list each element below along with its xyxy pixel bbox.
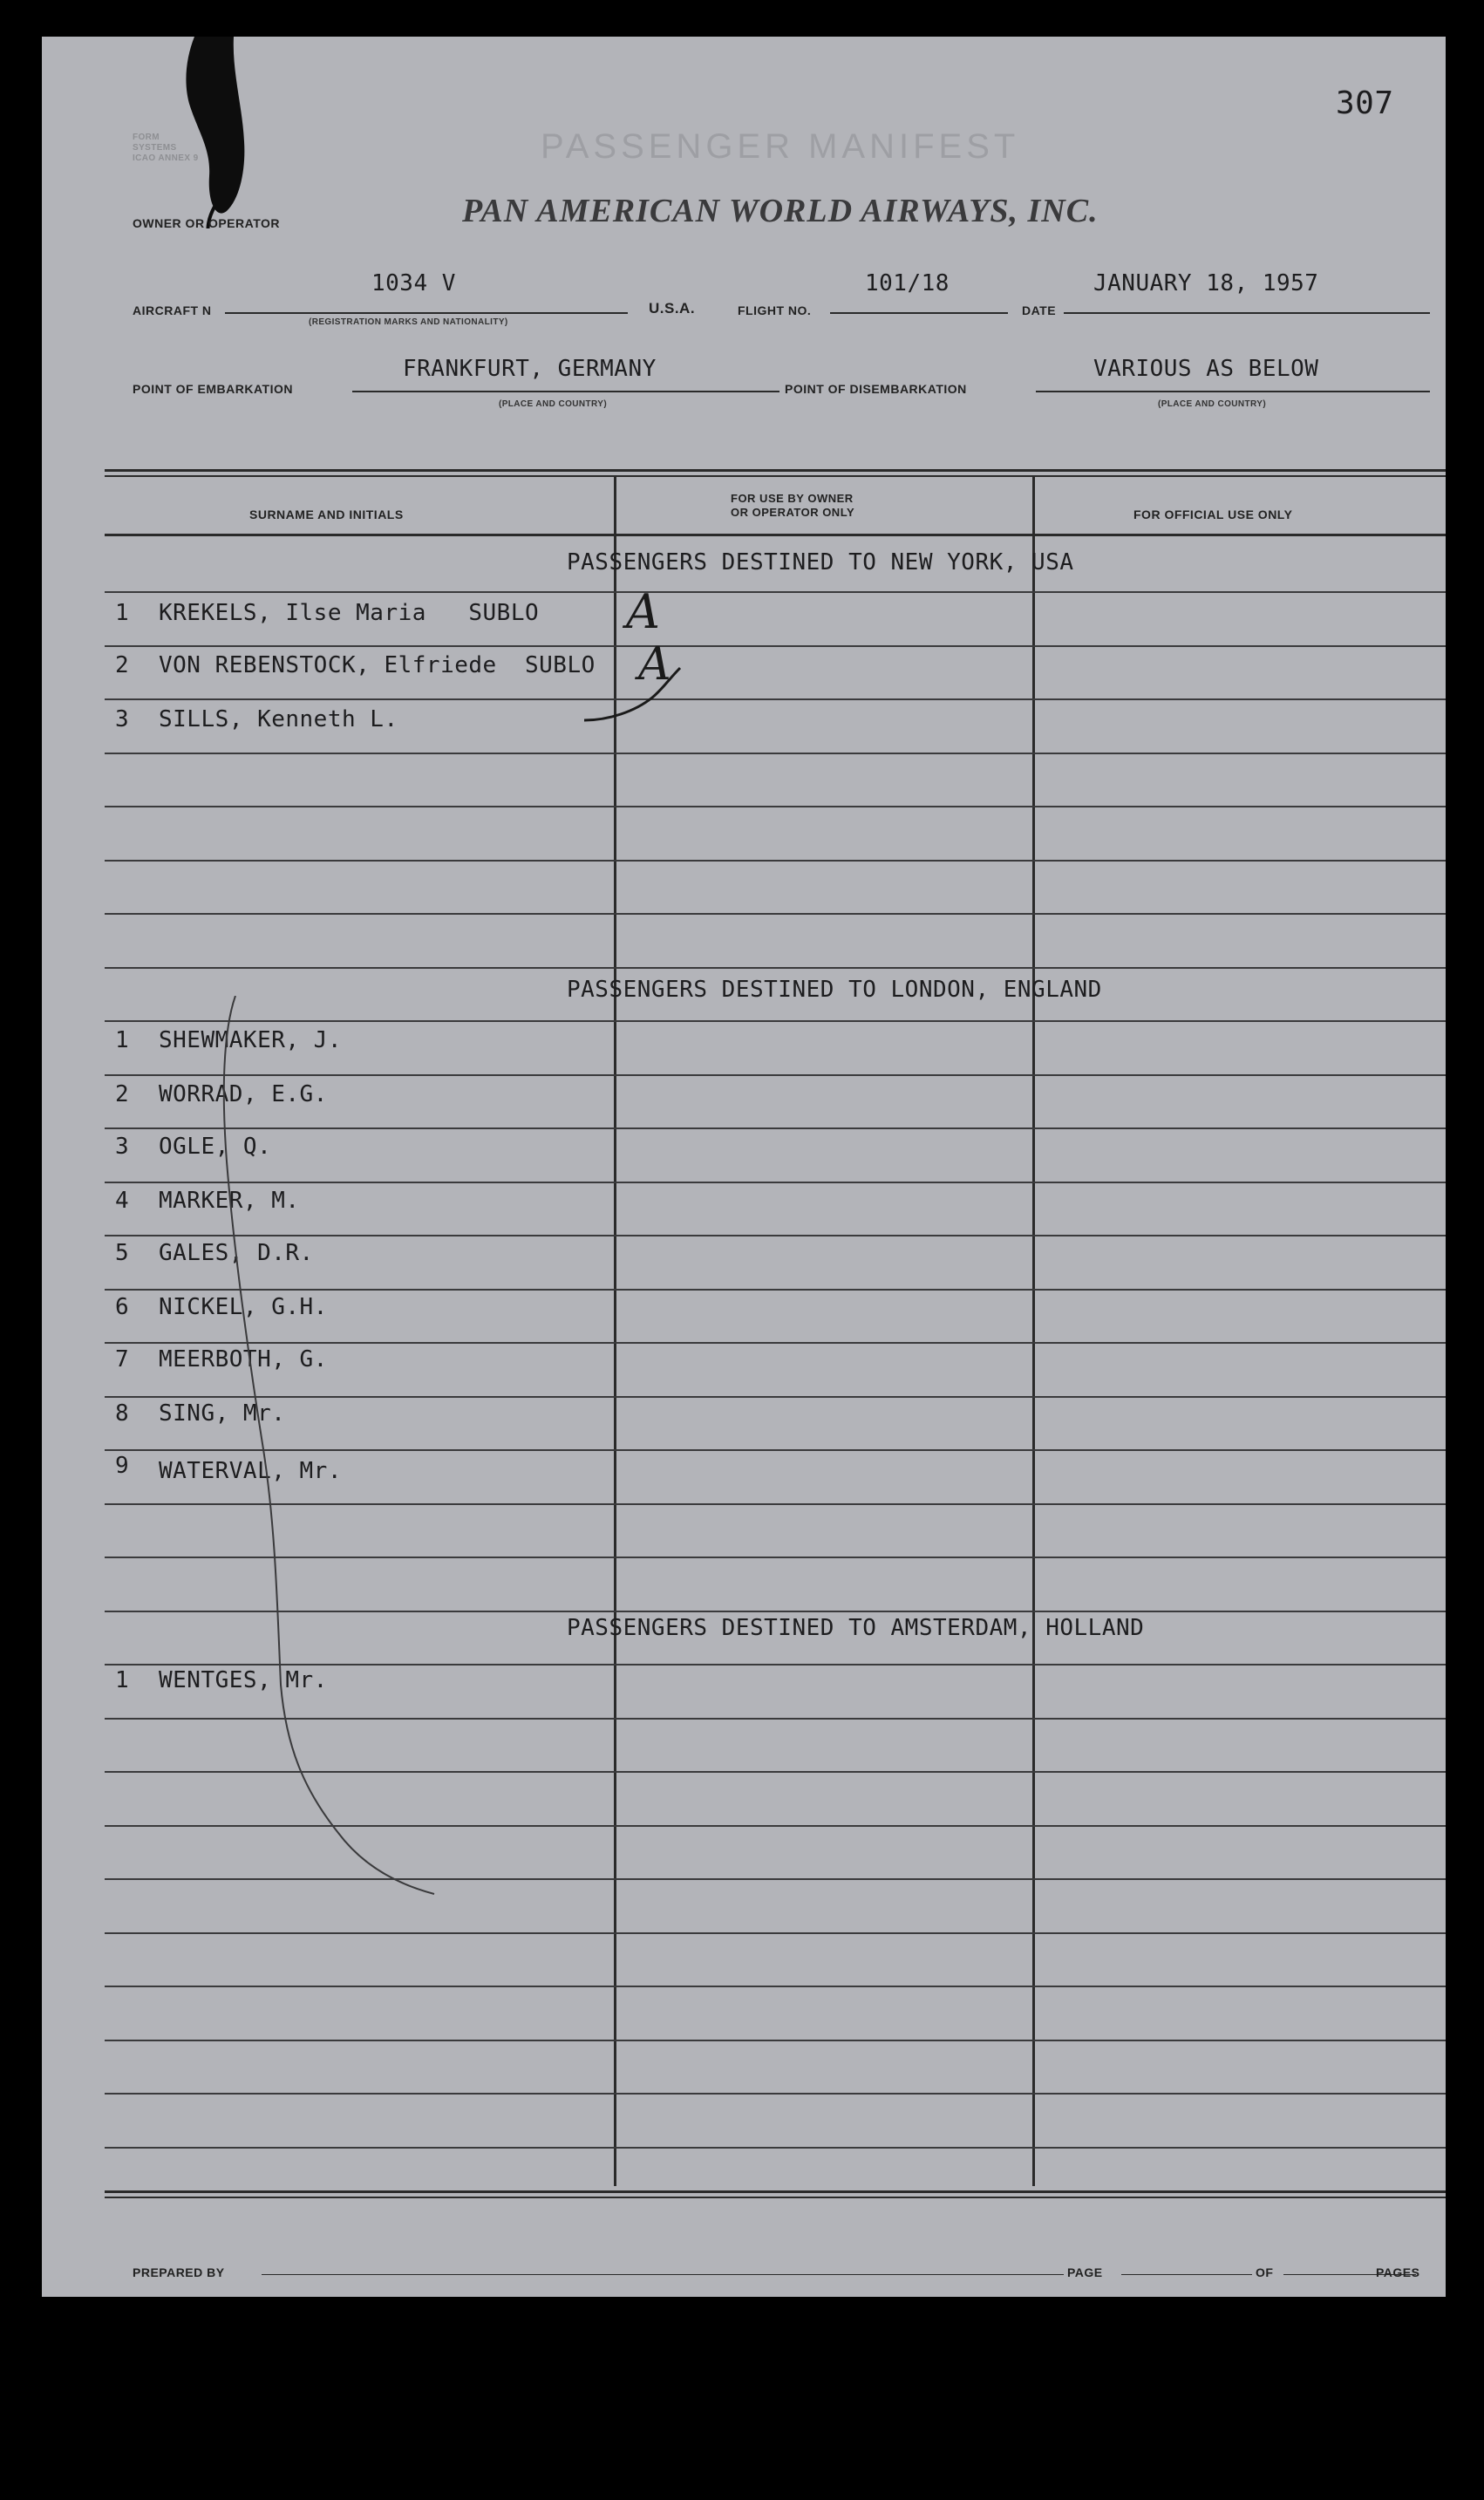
passenger-name: MEERBOTH, G.: [159, 1346, 328, 1373]
section-heading-amsterdam: PASSENGERS DESTINED TO AMSTERDAM, HOLLAND: [567, 1615, 1145, 1641]
column-divider-left: [614, 477, 616, 2186]
page-label: PAGE: [1067, 2265, 1103, 2279]
passenger-number: 1: [115, 1667, 129, 1693]
manifest-title: PASSENGER MANIFEST: [541, 127, 1020, 166]
passenger-name: WATERVAL, Mr.: [159, 1458, 342, 1484]
owner-label: OWNER OR OPERATOR: [133, 216, 280, 230]
pages-label: PAGES: [1376, 2265, 1420, 2279]
ruled-line: [105, 2040, 1446, 2041]
flight-fill-line: [830, 312, 1008, 314]
disembarkation-value: VARIOUS AS BELOW: [1093, 356, 1319, 382]
disembarkation-label: POINT OF DISEMBARKATION: [785, 382, 967, 396]
disembarkation-sub-label: (PLACE AND COUNTRY): [1158, 399, 1267, 409]
passenger-name: KREKELS, Ilse Maria SUBLO: [159, 600, 540, 626]
table-bottom-rule-inner: [105, 2197, 1446, 2198]
column-header-owner-use-2: OR OPERATOR ONLY: [731, 506, 855, 519]
date-label: DATE: [1022, 303, 1057, 317]
passenger-number: 3: [115, 1134, 129, 1160]
passenger-number: 1: [115, 600, 129, 626]
header-bottom-rule: [105, 534, 1446, 536]
page-number: 307: [1336, 85, 1394, 121]
owner-value: PAN AMERICAN WORLD AIRWAYS, INC.: [462, 193, 1099, 229]
page-line: [1121, 2274, 1252, 2275]
pencil-bracket-line: [173, 996, 452, 1911]
table-top-rule-inner: [105, 475, 1446, 477]
passenger-name: WORRAD, E.G.: [159, 1081, 328, 1107]
column-header-owner-use-1: FOR USE BY OWNER: [731, 492, 854, 505]
prepared-by-label: PREPARED BY: [133, 2265, 225, 2279]
ruled-line: [105, 2093, 1446, 2095]
prepared-by-line: [262, 2274, 1064, 2275]
section-heading-new-york: PASSENGERS DESTINED TO NEW YORK, USA: [567, 549, 1074, 576]
passenger-number: 4: [115, 1188, 129, 1214]
embarkation-value: FRANKFURT, GERMANY: [403, 356, 657, 382]
handwritten-check-stroke: [582, 663, 687, 732]
passenger-number: 6: [115, 1294, 129, 1320]
usa-label: U.S.A.: [649, 300, 696, 317]
passenger-name: GALES, D.R.: [159, 1240, 314, 1266]
passenger-number: 1: [115, 1027, 129, 1053]
ruled-line: [105, 2147, 1446, 2149]
ruled-line: [105, 967, 1446, 969]
passenger-name: MARKER, M.: [159, 1188, 300, 1214]
table-bottom-rule: [105, 2190, 1446, 2193]
handwritten-mark-a: A: [626, 584, 660, 639]
passenger-name: VON REBENSTOCK, Elfriede SUBLO: [159, 652, 596, 678]
passenger-number: 8: [115, 1400, 129, 1427]
manifest-page: [42, 37, 1446, 2297]
ruled-line: [105, 645, 1446, 647]
ruled-line: [105, 913, 1446, 915]
column-divider-right: [1032, 477, 1035, 2186]
column-header-official: FOR OFFICIAL USE ONLY: [1133, 507, 1293, 521]
passenger-name: SING, Mr.: [159, 1400, 286, 1427]
ruled-line: [105, 698, 1446, 700]
passenger-name: NICKEL, G.H.: [159, 1294, 328, 1320]
ruled-line: [105, 860, 1446, 862]
flight-label: FLIGHT NO.: [738, 303, 812, 317]
passenger-name: SHEWMAKER, J.: [159, 1027, 342, 1053]
aircraft-value: 1034 V: [371, 270, 456, 296]
flight-value: 101/18: [865, 270, 950, 296]
ruled-line: [105, 1932, 1446, 1934]
passenger-number: 3: [115, 706, 129, 732]
embarkation-sub-label: (PLACE AND COUNTRY): [499, 399, 608, 409]
date-fill-line: [1064, 312, 1430, 314]
aircraft-label: AIRCRAFT N: [133, 303, 212, 317]
passenger-name: OGLE, Q.: [159, 1134, 272, 1160]
passenger-number: 5: [115, 1240, 129, 1266]
passenger-name: SILLS, Kenneth L.: [159, 706, 398, 732]
disembarkation-fill-line: [1036, 391, 1430, 392]
column-header-surname: SURNAME AND INITIALS: [249, 507, 404, 521]
section-heading-london: PASSENGERS DESTINED TO LONDON, ENGLAND: [567, 977, 1102, 1003]
passenger-number: 2: [115, 652, 129, 678]
aircraft-fill-line: [225, 312, 628, 314]
ink-blot-mark: [146, 37, 269, 228]
of-label: OF: [1256, 2265, 1274, 2279]
passenger-number: 9: [115, 1453, 129, 1479]
ruled-line: [105, 1986, 1446, 1987]
table-top-rule: [105, 469, 1446, 472]
passenger-number: 2: [115, 1081, 129, 1107]
embarkation-fill-line: [352, 391, 779, 392]
handwritten-mark-a: A: [638, 638, 671, 691]
embarkation-label: POINT OF EMBARKATION: [133, 382, 293, 396]
ruled-line: [105, 806, 1446, 807]
aircraft-sub-label: (REGISTRATION MARKS AND NATIONALITY): [309, 317, 508, 327]
ruled-line: [105, 591, 1446, 593]
form-number-text: FORM SYSTEMS ICAO ANNEX 9: [133, 133, 199, 163]
passenger-name: WENTGES, Mr.: [159, 1667, 328, 1693]
ruled-line: [105, 753, 1446, 754]
date-value: JANUARY 18, 1957: [1093, 270, 1319, 296]
passenger-number: 7: [115, 1346, 129, 1373]
